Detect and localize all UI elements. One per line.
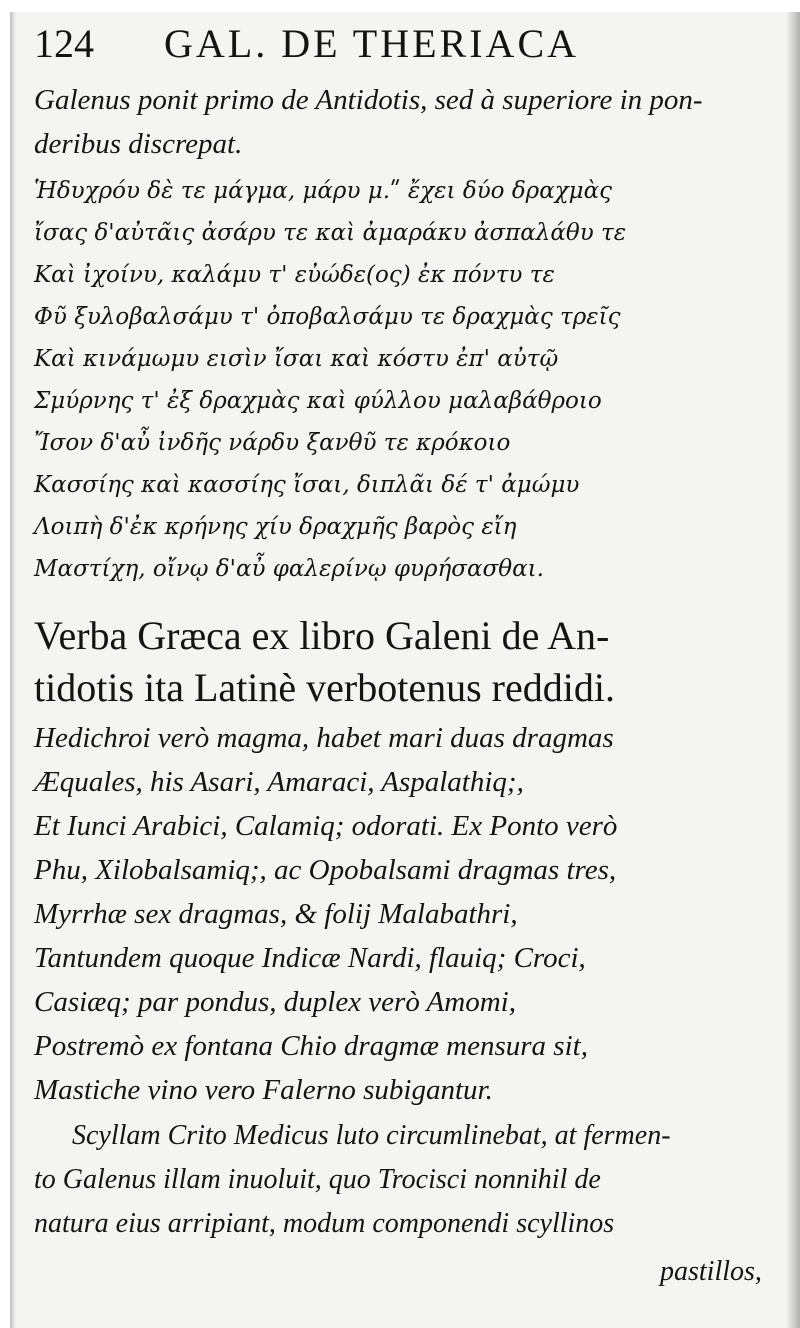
latin-verse-line: Tantundem quoque Indicæ Nardi, flauiq; Croci, (34, 942, 586, 974)
intro-line: Galenus ponit primo de Antidotis, sed à superiore in pon- (34, 84, 703, 116)
greek-verse-line: Ἴσον δ'αὖ ἰνδῆς νάρδυ ξανθῦ τε κρόκοιο (34, 430, 511, 456)
greek-verse-line: Φῦ ξυλοβαλσάμυ τ' ὀποβαλσάμυ τε δραχμὰς τρεῖς (34, 304, 621, 330)
greek-verse-line: ἴσας δ'αὐτᾶις ἀσάρυ τε καὶ ἀμαράκυ ἀσπαλάθυ τε (34, 220, 627, 246)
latin-verse-line: Mastiche vino vero Falerno subigantur. (34, 1074, 493, 1106)
latin-verse-line: Et Iunci Arabici, Calamiq; odorati. Ex Ponto verò (34, 810, 618, 842)
greek-verse-line: Κασσίης καὶ κασσίης ἴσαι, διπλᾶι δέ τ' ἀμώμυ (34, 472, 580, 498)
intro-line: deribus discrepat. (34, 128, 243, 160)
latin-verse-line: Æquales, his Asari, Amaraci, Aspalathiq;, (34, 766, 524, 798)
greek-verse-line: Σμύρνης τ' ἐξ δραχμὰς καὶ φύλλου μαλαβάθροιο (34, 388, 602, 414)
catchword: pastillos, (660, 1256, 762, 1287)
greek-verse-line: Ἡδυχρόυ δὲ τε μάγμα, μάρυ μ.ʺ ἔχει δύο δραχμὰς (34, 178, 613, 204)
latin-verse-line: Myrrhæ sex dragmas, & folij Malabathri, (34, 898, 518, 930)
book-page (10, 12, 800, 1328)
section-heading-line: tidotis ita Latinè verbotenus reddidi. (34, 665, 615, 710)
latin-verse-line: Postremò ex fontana Chio dragmæ mensura sit, (34, 1030, 588, 1062)
latin-verse-line: Casiæq; par pondus, duplex verò Amomi, (34, 986, 516, 1018)
page-number: 124 (34, 21, 94, 66)
running-head: GAL. DE THERIACA (164, 21, 580, 66)
body-text-line: natura eius arripiant, modum componendi scyllinos (34, 1208, 615, 1239)
latin-verse-line: Phu, Xilobalsamiq;, ac Opobalsami dragmas tres, (34, 854, 617, 886)
page-left-shadow (10, 12, 16, 1328)
body-text-line: to Galenus illam inuoluit, quo Trocisci nonnihil de (34, 1164, 601, 1195)
greek-verse-line: Λοιπὴ δ'ἐκ κρήνης χίυ δραχμῆς βαρὸς εἴη (34, 514, 517, 540)
greek-verse-line: Καὶ κινάμωμυ εισὶν ἴσαι καὶ κόστυ ἐπ' αὐτῷ (34, 346, 559, 372)
section-heading-line: Verba Græca ex libro Galeni de An- (34, 613, 610, 658)
page-right-shadow (786, 12, 800, 1328)
greek-verse-line: Καὶ ἰχοίνυ, καλάμυ τ' εὐώδε(ος) ἐκ πόντυ τε (34, 262, 555, 288)
body-text-line: Scyllam Crito Medicus luto circumlinebat, at fermen- (72, 1120, 671, 1151)
greek-verse-line: Μαστίχη, οἴνῳ δ'αὖ φαλερίνῳ φυρήσασθαι. (34, 556, 544, 582)
latin-verse-line: Hedichroi verò magma, habet mari duas dragmas (34, 722, 614, 754)
page-header (34, 20, 734, 76)
